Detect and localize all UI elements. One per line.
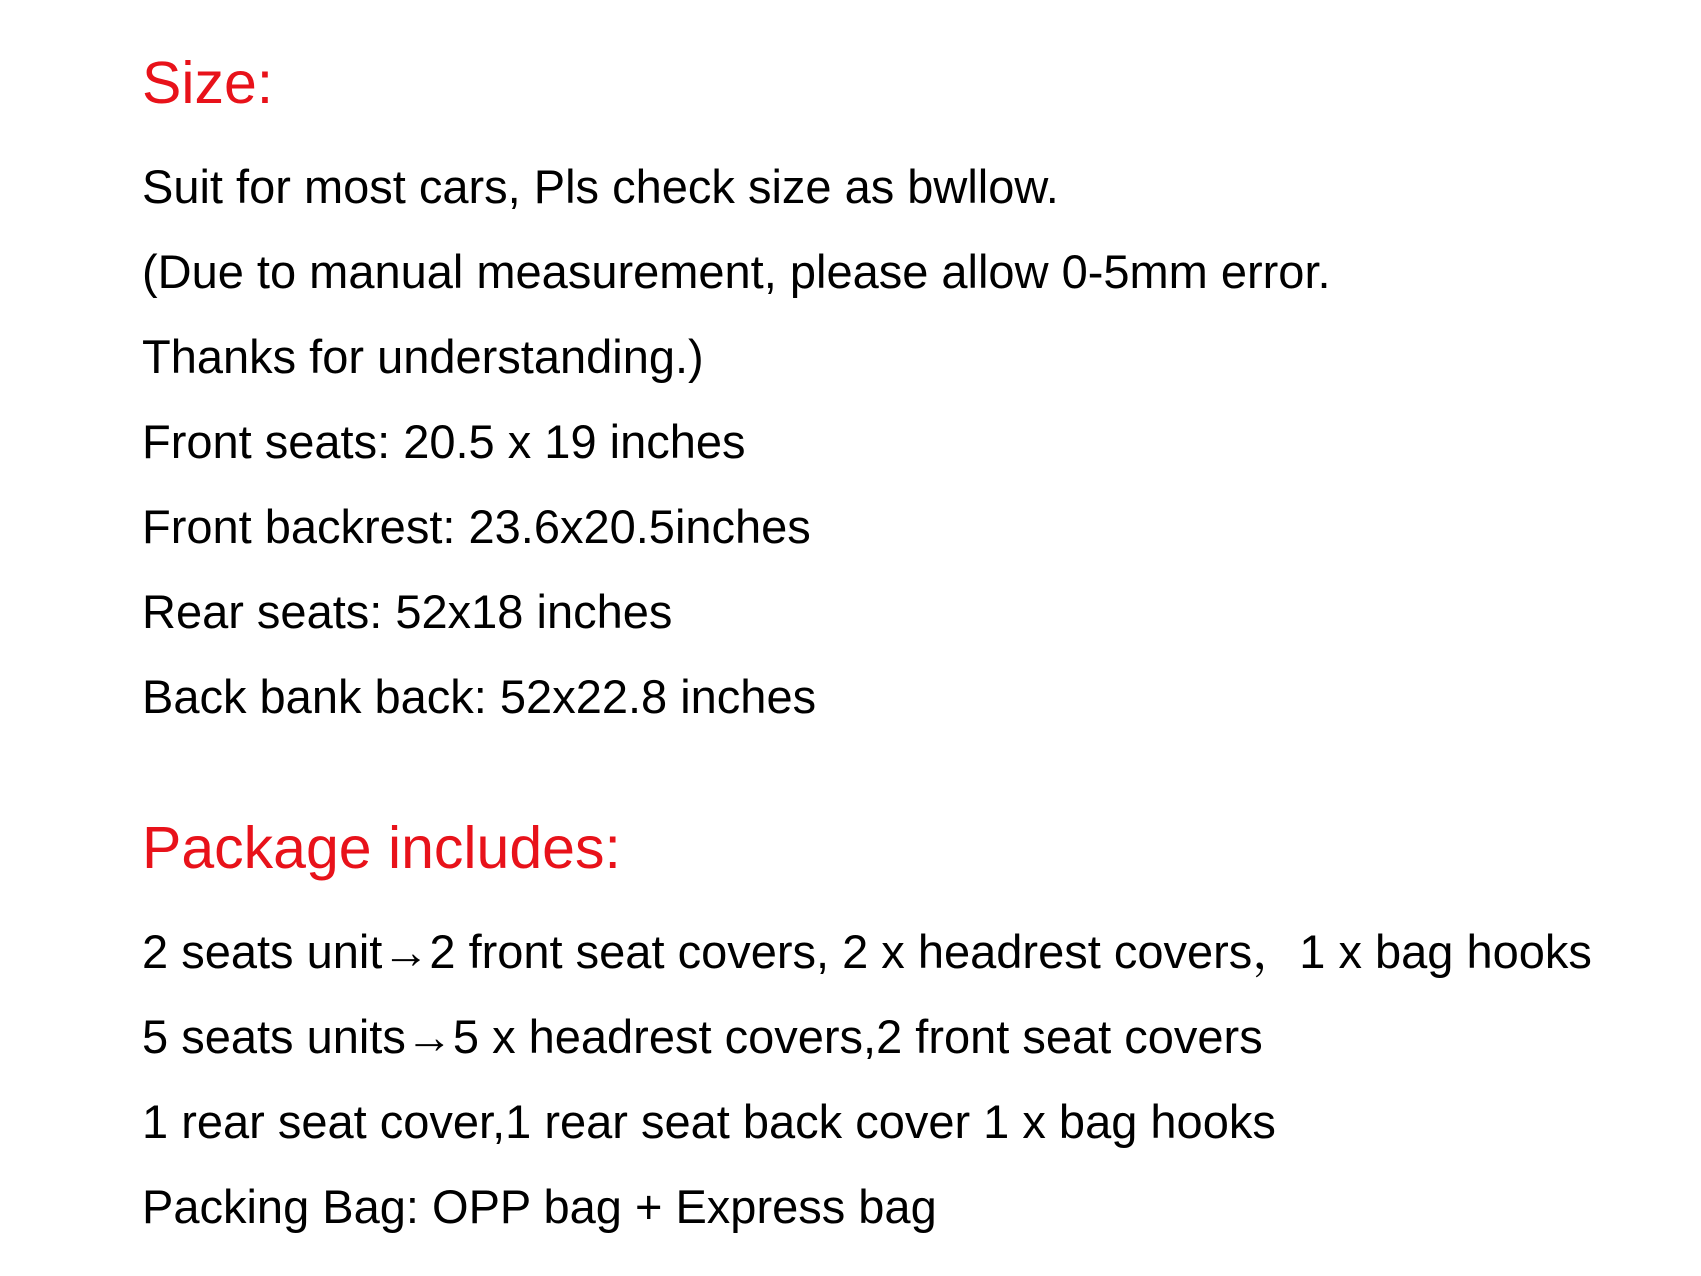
size-line-front-seats: Front seats: 20.5 x 19 inches (142, 415, 746, 468)
size-line-thanks: Thanks for understanding.) (142, 330, 704, 383)
size-heading: Size: (142, 50, 274, 116)
size-line-fit: Suit for most cars, Pls check size as bwllow. (142, 160, 1059, 213)
package-line-5-seats: 5 seats units→5 x headrest covers,2 front seat covers (142, 1010, 1263, 1063)
size-line-rear-seats: Rear seats: 52x18 inches (142, 585, 673, 638)
package-heading: Package includes: (142, 815, 621, 881)
size-line-error-note: (Due to manual measurement, please allow 0-5mm error. (142, 245, 1331, 298)
size-line-back-bank: Back bank back: 52x22.8 inches (142, 670, 817, 723)
package-line-packing-bag: Packing Bag: OPP bag + Express bag (142, 1180, 937, 1233)
size-line-front-backrest: Front backrest: 23.6x20.5inches (142, 500, 811, 553)
package-line-rear-covers: 1 rear seat cover,1 rear seat back cover 1 x bag hooks (142, 1095, 1276, 1148)
package-line-2-seats: 2 seats unit→2 front seat covers, 2 x headrest covers，1 x bag hooks (142, 925, 1592, 978)
